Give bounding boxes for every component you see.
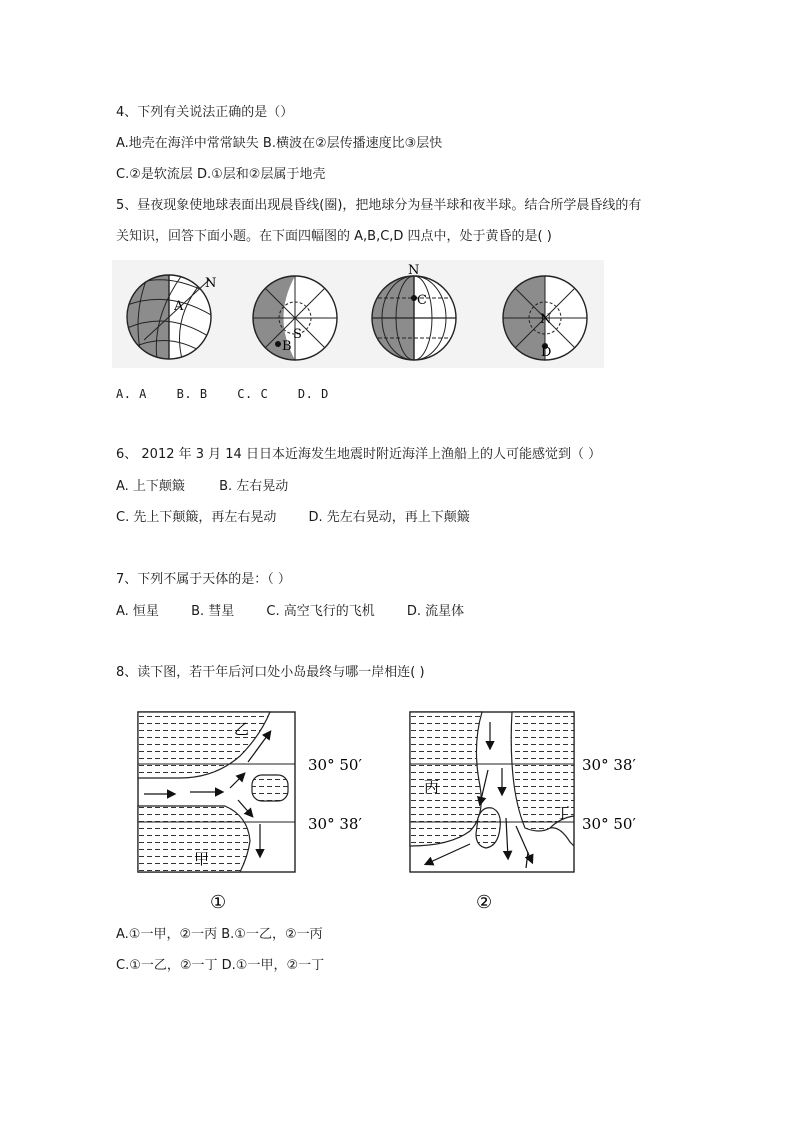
q5-options: [116, 385, 329, 403]
q5-terminator-figure: [112, 260, 604, 368]
q4-options-line2: C.②是软流层 D.①层和②层属于地壳: [116, 167, 326, 182]
q6-option-d: D. 先左右晃动，再上下颠簸: [308, 510, 470, 525]
label-c: C: [417, 293, 427, 308]
q5-option-b: B. B: [176, 387, 208, 401]
map2-lat-top: 30° 38′: [582, 756, 636, 774]
bank-ding: 丁: [555, 804, 571, 822]
q6-options-line1: [116, 478, 288, 496]
q6-option-c: C. 先上下颠簸，再左右晃动: [116, 510, 277, 525]
map2-caption: ②: [476, 892, 493, 913]
q7-stem: 7、下列不属于天体的是：（ ）: [116, 572, 291, 587]
bank-yi: 乙: [234, 720, 250, 738]
q7-option-b: B. 彗星: [191, 604, 235, 619]
q5-option-a: A. A: [116, 387, 147, 401]
q4-options-line1: A.地壳在海洋中常常缺失 B.横波在②层传播速度比③层快: [116, 136, 443, 151]
q6-options-line2: [116, 509, 470, 527]
q8-options-line2: C.①一乙，②一丁 D.①一甲，②一丁: [116, 958, 325, 973]
globe-4: [503, 276, 587, 360]
q6-stem: 6、 2012 年 3 月 14 日日本近海发生地震时附近海洋上渔船上的人可能感觉到（ ）: [116, 447, 602, 462]
map1-caption: ①: [210, 892, 227, 913]
q7-options: [116, 603, 464, 621]
q5-stem-line1: 5、昼夜现象使地球表面出现晨昏线(圈)，把地球分为昼半球和夜半球。结合所学晨昏线的有: [116, 198, 642, 213]
q6-option-b: B. 左右晃动: [219, 479, 289, 494]
bank-bing: 丙: [424, 778, 440, 796]
q4-stem: 4、下列有关说法正确的是（）: [116, 105, 294, 120]
globe-2: [253, 276, 337, 360]
q7-option-c: C. 高空飞行的飞机: [266, 604, 375, 619]
label-n-globe4: N: [540, 312, 552, 327]
map-2: [410, 712, 636, 913]
label-b: B: [282, 339, 292, 354]
map-1: [138, 712, 362, 913]
map1-lat-bottom: 30° 38′: [308, 815, 362, 833]
q8-options-line1: A.①一甲，②一丙 B.①一乙，②一丙: [116, 927, 323, 942]
map1-lat-top: 30° 50′: [308, 756, 362, 774]
q6-option-a: A. 上下颠簸: [116, 479, 185, 494]
label-a: A: [174, 299, 184, 314]
label-d: D: [541, 345, 552, 360]
q5-option-c: C. C: [237, 387, 269, 401]
q8-stem: 8、读下图，若干年后河口处小岛最终与哪一岸相连( ): [116, 665, 425, 680]
q7-option-a: A. 恒星: [116, 604, 159, 619]
bank-jia: 甲: [194, 850, 210, 868]
q5-stem-line2: 关知识，回答下面小题。在下面四幅图的 A,B,C,D 四点中，处于黄昏的是( ): [116, 229, 552, 244]
label-n-globe1: N: [205, 276, 217, 291]
q7-option-d: D. 流星体: [406, 604, 465, 619]
q5-option-d: D. D: [297, 387, 329, 401]
label-n-globe3: N: [408, 263, 420, 278]
q8-river-mouth-figure: [130, 706, 670, 916]
label-s: S: [293, 327, 302, 342]
map2-lat-bottom: 30° 50′: [582, 815, 636, 833]
